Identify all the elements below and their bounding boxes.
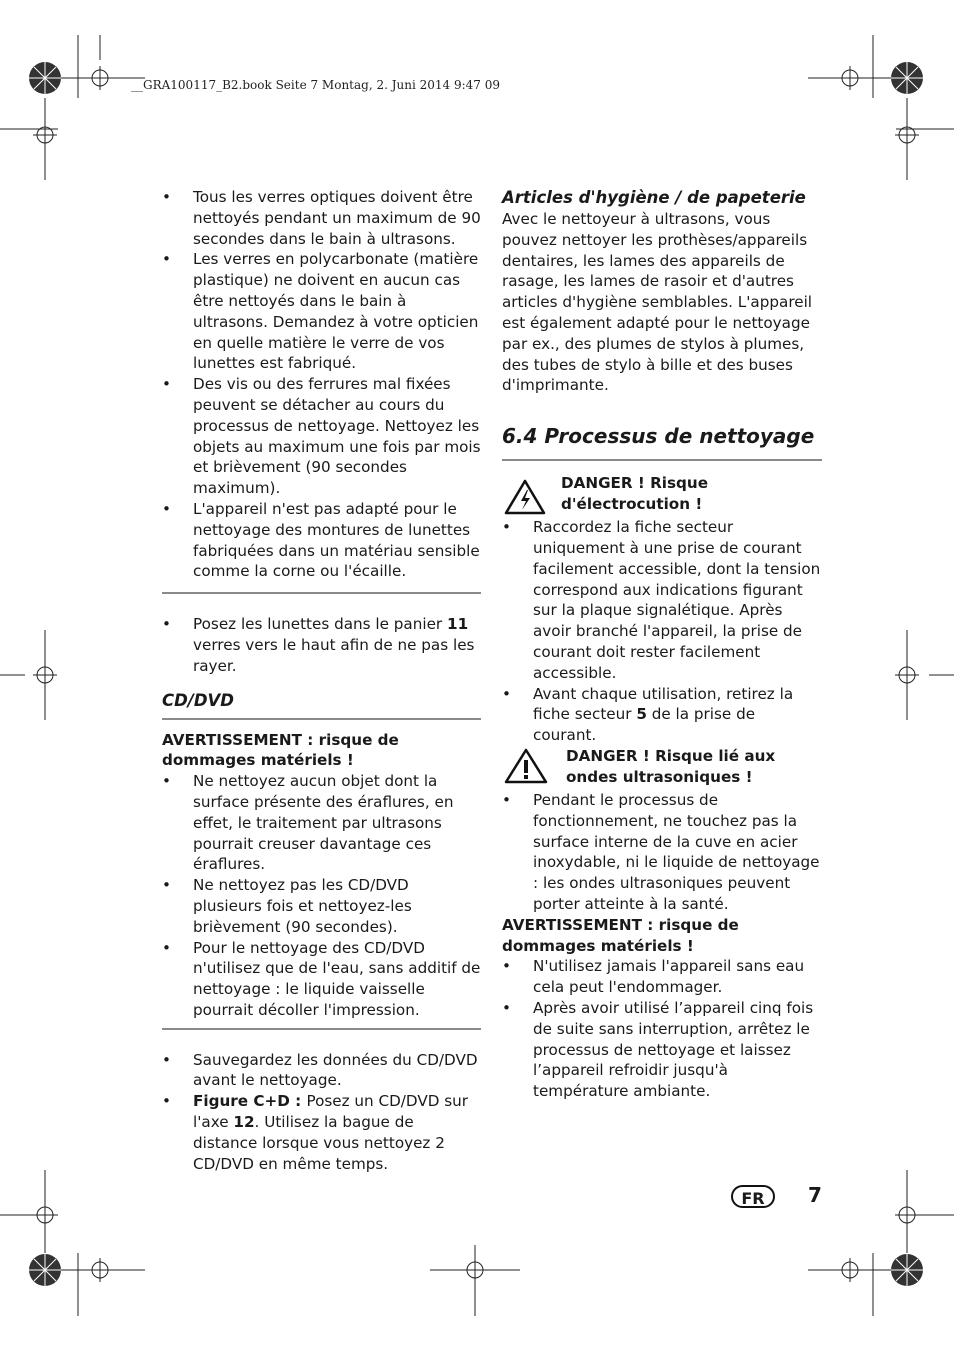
list-item: • N'utilisez jamais l'appareil sans eau cela peut l'endommager. (502, 956, 822, 998)
warning-text: AVERTISSEMENT : risque de dommages matériels ! (162, 730, 399, 770)
danger-electric-note: DANGER ! Risque d'électrocution ! (502, 473, 822, 517)
list-item: • Pendant le processus de fonctionnement, ne touchez pas la surface interne de la cuve en acier inoxydable, ni le liquide de nettoyage : les ondes ultrasoniques peuvent porter atteinte à la santé. (502, 790, 822, 915)
list-item: • Tous les verres optiques doivent être nettoyés pendant un maximum de 90 secondes dans le bain à ultrasons. (162, 187, 481, 249)
list-item-figure: • Figure C+D : Posez un CD/DVD sur l'axe 12. Utilisez la bague de distance lorsque vous nettoyez 2 CD/DVD en même temps. (162, 1091, 481, 1174)
list-item: • Avant chaque utilisation, retirez la fiche secteur 5 de la prise de courant. (502, 684, 822, 746)
list-item: • L'appareil n'est pas adapté pour le nettoyage des montures de lunettes fabriquées dans un matériau sensible comme la corne ou l'écaille. (162, 499, 481, 582)
divider (162, 718, 481, 720)
list-item: • Sauvegardez les données du CD/DVD avant le nettoyage. (162, 1050, 481, 1092)
exclamation-warning-icon (504, 748, 548, 784)
divider (162, 592, 481, 594)
high-voltage-warning-icon (504, 479, 546, 515)
divider (502, 459, 822, 461)
list-item: • Après avoir utilisé l’appareil cinq fois de suite sans interruption, arrêtez le processus de nettoyage et laissez l’appareil refroidir jusqu'à température ambiante. (502, 998, 822, 1102)
list-item: • Raccordez la fiche secteur uniquement à une prise de courant facilement accessible, dont la tension correspond aux indications figurant sur la plaque signalétique. Après avoir branché l'appareil, la prise de courant doit rester facilement accessible. (502, 517, 822, 683)
list-item: • Ne nettoyez pas les CD/DVD plusieurs fois et nettoyez-les brièvement (90 secondes). (162, 875, 481, 937)
right-column (502, 187, 822, 1102)
list-item-basket: • Posez les lunettes dans le panier 11 verres vers le haut afin de ne pas les rayer. (162, 614, 481, 676)
list-item: • Pour le nettoyage des CD/DVD n'utilisez que de l'eau, sans additif de nettoyage : le liquide vaisselle pourrait décoller l'impression. (162, 938, 481, 1021)
warning-text: AVERTISSEMENT : risque de dommages matériels ! (502, 915, 739, 955)
list-item: • Les verres en polycarbonate (matière plastique) ne doivent en aucun cas être nettoyés dans le bain à ultrasons. Demandez à votre opticien en quelle matière le verre de vos lunettes est fabriqué. (162, 249, 481, 374)
left-column (162, 187, 481, 1174)
print-file-info: __GRA100117_B2.book Seite 7 Montag, 2. Juni 2014 9:47 09 (131, 78, 501, 92)
page-number: 7 (808, 1183, 822, 1207)
list-item: • Ne nettoyez aucun objet dont la surface présente des éraflures, en effet, le traitement par ultrasons pourrait creuser davantage ces éraflures. (162, 771, 481, 875)
paragraph: Avec le nettoyeur à ultrasons, vous pouvez nettoyer les prothèses/appareils dentaires, les lames des appareils de rasage, les lames de rasoir et d'autres articles d'hygiène semblables. L'appareil est également adapté pour le nettoyage par ex., des plumes de stylos à plumes, des tubes de stylo à bille et des buses d'imprimante. (502, 210, 813, 395)
list-item: • Des vis ou des ferrures mal fixées peuvent se détacher au cours du processus de nettoyage. Nettoyez les objets au maximum une fois par mois et brièvement (90 secondes maximum). (162, 374, 481, 499)
danger-ultrasonic-note: DANGER ! Risque lié aux ondes ultrasoniques ! (502, 746, 822, 790)
section-heading-6-4: 6.4 Processus de nettoyage (502, 424, 815, 449)
section-heading-cd-dvd: CD/DVD (162, 690, 234, 710)
language-badge: FR (731, 1185, 775, 1208)
divider (162, 1028, 481, 1030)
section-heading-hygiene: Articles d'hygiène / de papeterie (502, 188, 806, 207)
